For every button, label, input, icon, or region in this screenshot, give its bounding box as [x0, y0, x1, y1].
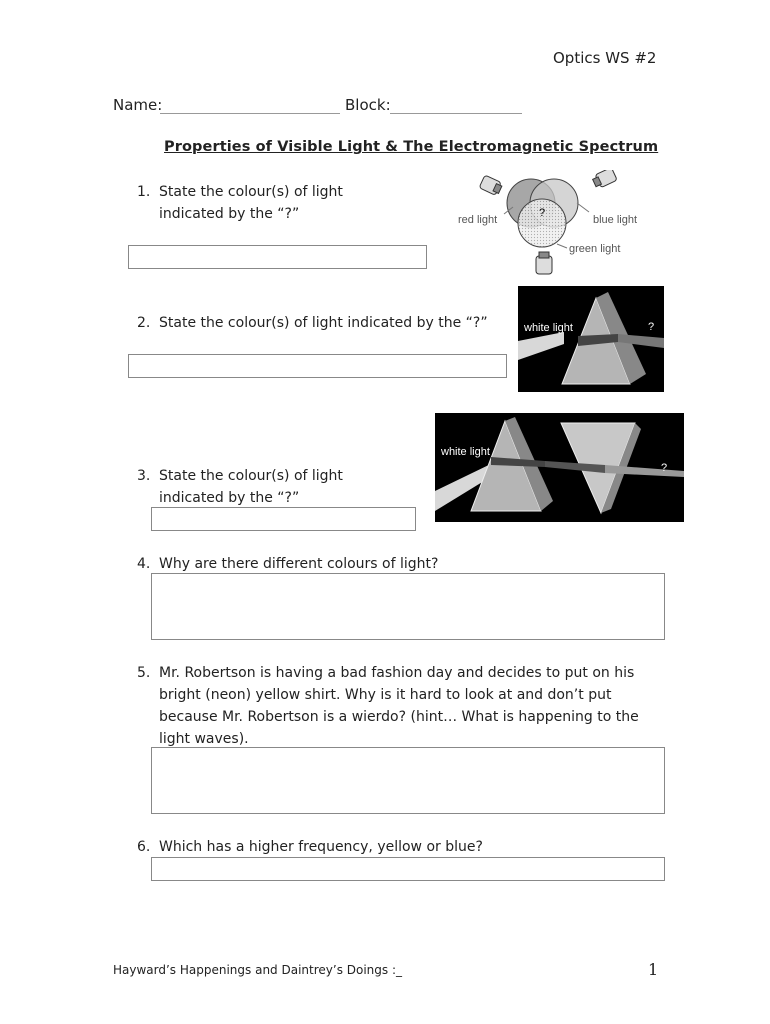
- prism1-question-mark: ?: [648, 321, 655, 333]
- question-text-line: indicated by the “?”: [159, 490, 300, 506]
- green-light-label: green light: [569, 243, 621, 255]
- question-text-line: indicated by the “?”: [159, 206, 300, 222]
- question-5: [137, 662, 657, 750]
- answer-box-6[interactable]: [151, 857, 665, 881]
- white-light-label-1: white light: [524, 322, 573, 334]
- question-3: [137, 465, 427, 509]
- name-field[interactable]: [160, 112, 340, 114]
- question-number: 1.: [137, 184, 151, 200]
- blue-light-label: blue light: [593, 214, 638, 226]
- light-venn-figure: [440, 170, 655, 280]
- answer-box-4[interactable]: [151, 573, 665, 640]
- block-field[interactable]: [390, 112, 522, 114]
- question-6: [137, 836, 637, 858]
- answer-box-2[interactable]: [128, 354, 507, 378]
- question-text-line: State the colour(s) of light: [159, 184, 343, 200]
- blue-lamp-icon: [591, 170, 617, 189]
- question-text-line: State the colour(s) of light: [159, 468, 343, 484]
- question-1: [137, 181, 437, 225]
- block-label: Block:: [345, 96, 391, 114]
- white-light-label-2: white light: [441, 446, 490, 458]
- answer-box-5[interactable]: [151, 747, 665, 814]
- question-text-line: State the colour(s) of light indicated by the “?”: [159, 315, 488, 331]
- answer-box-1[interactable]: [128, 245, 427, 269]
- venn-question-mark: ?: [539, 207, 546, 219]
- green-lamp-icon: [536, 252, 552, 274]
- question-number: 4.: [137, 556, 151, 572]
- page-number: 1: [648, 960, 659, 979]
- worksheet-title: Optics WS #2: [553, 49, 657, 67]
- question-2: [137, 312, 507, 334]
- footer-credit: Hayward’s Happenings and Daintrey’s Doings :_: [113, 963, 403, 977]
- question-number: 6.: [137, 839, 151, 855]
- name-label: Name:: [113, 96, 163, 114]
- answer-box-3[interactable]: [151, 507, 416, 531]
- prism-figure-2: [435, 413, 684, 522]
- question-number: 3.: [137, 468, 151, 484]
- question-text-line: bright (neon) yellow shirt. Why is it hard to look at and don’t put: [159, 687, 612, 703]
- prism-figure-1: [518, 286, 664, 392]
- question-number: 5.: [137, 665, 151, 681]
- question-4: [137, 553, 637, 575]
- red-lamp-icon: [479, 175, 503, 196]
- question-text-line: because Mr. Robertson is a wierdo? (hint… What is happening to the: [159, 709, 639, 725]
- question-number: 2.: [137, 315, 151, 331]
- question-text-line: Which has a higher frequency, yellow or blue?: [159, 839, 483, 855]
- prism2-question-mark: ?: [661, 462, 668, 474]
- question-text-line: Why are there different colours of light?: [159, 556, 439, 572]
- red-light-label: red light: [458, 214, 498, 226]
- page-title: Properties of Visible Light & The Electromagnetic Spectrum: [164, 139, 659, 155]
- question-text-line: Mr. Robertson is having a bad fashion day and decides to put on his: [159, 665, 635, 681]
- question-text-line: light waves).: [159, 731, 249, 747]
